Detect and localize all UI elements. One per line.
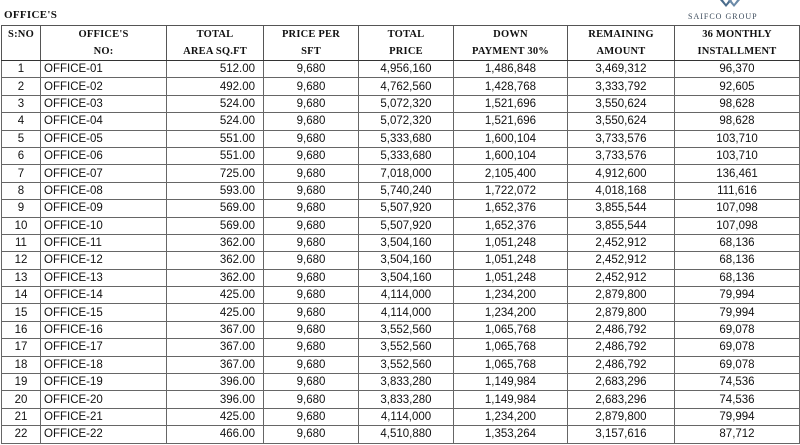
cell-down-payment: 1,521,696	[454, 95, 568, 112]
cell-sno: 3	[2, 95, 41, 112]
cell-price-per-sft: 9,680	[264, 426, 359, 443]
cell-sno: 14	[2, 287, 41, 304]
cell-office-no: OFFICE-12	[41, 252, 167, 269]
cell-sno: 6	[2, 147, 41, 164]
cell-office-no: OFFICE-11	[41, 234, 167, 251]
office-price-table	[1, 25, 800, 444]
table-row	[2, 356, 800, 373]
cell-monthly-installment: 69,078	[675, 339, 800, 356]
cell-price-per-sft: 9,680	[264, 269, 359, 286]
cell-down-payment: 1,428,768	[454, 78, 568, 95]
cell-remaining-amount: 4,018,168	[568, 182, 675, 199]
cell-monthly-installment: 68,136	[675, 252, 800, 269]
cell-remaining-amount: 2,452,912	[568, 252, 675, 269]
cell-down-payment: 1,600,104	[454, 147, 568, 164]
cell-total-price: 4,762,560	[359, 78, 454, 95]
cell-remaining-amount: 3,855,544	[568, 200, 675, 217]
cell-total-area: 466.00	[167, 426, 264, 443]
cell-down-payment: 1,065,768	[454, 356, 568, 373]
cell-sno: 10	[2, 217, 41, 234]
cell-total-price: 3,833,280	[359, 374, 454, 391]
table-row	[2, 147, 800, 164]
cell-sno: 5	[2, 130, 41, 147]
header-row-2	[2, 43, 800, 61]
cell-total-area: 569.00	[167, 200, 264, 217]
cell-remaining-amount: 3,733,576	[568, 147, 675, 164]
cell-price-per-sft: 9,680	[264, 95, 359, 112]
cell-sno: 8	[2, 182, 41, 199]
cell-price-per-sft: 9,680	[264, 339, 359, 356]
cell-remaining-amount: 2,879,800	[568, 287, 675, 304]
cell-down-payment: 1,521,696	[454, 113, 568, 130]
cell-total-price: 4,114,000	[359, 408, 454, 425]
table-row	[2, 304, 800, 321]
cell-price-per-sft: 9,680	[264, 147, 359, 164]
column-header-total-price: TOTAL	[359, 26, 454, 44]
cell-total-price: 3,504,160	[359, 234, 454, 251]
cell-down-payment: 1,065,768	[454, 321, 568, 338]
cell-sno: 15	[2, 304, 41, 321]
cell-total-area: 725.00	[167, 165, 264, 182]
cell-down-payment: 1,051,248	[454, 234, 568, 251]
cell-price-per-sft: 9,680	[264, 304, 359, 321]
cell-monthly-installment: 92,605	[675, 78, 800, 95]
table-body	[2, 61, 800, 444]
cell-price-per-sft: 9,680	[264, 287, 359, 304]
cell-sno: 13	[2, 269, 41, 286]
cell-price-per-sft: 9,680	[264, 182, 359, 199]
cell-total-area: 362.00	[167, 234, 264, 251]
cell-price-per-sft: 9,680	[264, 321, 359, 338]
cell-office-no: OFFICE-08	[41, 182, 167, 199]
column-subheader-monthly-installment: INSTALLMENT	[675, 43, 800, 61]
cell-down-payment: 1,353,264	[454, 426, 568, 443]
cell-price-per-sft: 9,680	[264, 165, 359, 182]
cell-remaining-amount: 2,486,792	[568, 356, 675, 373]
cell-office-no: OFFICE-07	[41, 165, 167, 182]
table-row	[2, 95, 800, 112]
cell-total-area: 396.00	[167, 391, 264, 408]
cell-total-price: 3,552,560	[359, 339, 454, 356]
cell-price-per-sft: 9,680	[264, 356, 359, 373]
column-subheader-price-per-sft: SFT	[264, 43, 359, 61]
cell-price-per-sft: 9,680	[264, 130, 359, 147]
cell-sno: 20	[2, 391, 41, 408]
cell-office-no: OFFICE-22	[41, 426, 167, 443]
cell-office-no: OFFICE-05	[41, 130, 167, 147]
cell-monthly-installment: 136,461	[675, 165, 800, 182]
table-row	[2, 217, 800, 234]
cell-remaining-amount: 2,683,296	[568, 391, 675, 408]
cell-remaining-amount: 2,486,792	[568, 339, 675, 356]
cell-remaining-amount: 3,333,792	[568, 78, 675, 95]
cell-total-area: 512.00	[167, 61, 264, 78]
table-row	[2, 408, 800, 425]
cell-total-area: 367.00	[167, 321, 264, 338]
cell-remaining-amount: 3,469,312	[568, 61, 675, 78]
cell-office-no: OFFICE-20	[41, 391, 167, 408]
cell-monthly-installment: 74,536	[675, 391, 800, 408]
column-subheader-remaining-amount: AMOUNT	[568, 43, 675, 61]
column-header-price-per-sft: PRICE PER	[264, 26, 359, 44]
cell-total-area: 551.00	[167, 130, 264, 147]
cell-down-payment: 1,149,984	[454, 391, 568, 408]
cell-office-no: OFFICE-18	[41, 356, 167, 373]
cell-total-area: 551.00	[167, 147, 264, 164]
table-row	[2, 391, 800, 408]
cell-total-price: 5,333,680	[359, 147, 454, 164]
cell-office-no: OFFICE-16	[41, 321, 167, 338]
cell-down-payment: 1,065,768	[454, 339, 568, 356]
cell-remaining-amount: 2,452,912	[568, 234, 675, 251]
cell-office-no: OFFICE-06	[41, 147, 167, 164]
cell-remaining-amount: 2,486,792	[568, 321, 675, 338]
cell-remaining-amount: 4,912,600	[568, 165, 675, 182]
cell-office-no: OFFICE-04	[41, 113, 167, 130]
cell-total-area: 367.00	[167, 339, 264, 356]
cell-sno: 2	[2, 78, 41, 95]
cell-monthly-installment: 111,616	[675, 182, 800, 199]
column-header-down-payment: DOWN	[454, 26, 568, 44]
cell-monthly-installment: 98,628	[675, 113, 800, 130]
cell-monthly-installment: 69,078	[675, 321, 800, 338]
cell-office-no: OFFICE-02	[41, 78, 167, 95]
cell-down-payment: 1,051,248	[454, 269, 568, 286]
cell-office-no: OFFICE-13	[41, 269, 167, 286]
column-header-office-no: OFFICE'S	[41, 26, 167, 44]
column-header-sno: S:NO	[2, 26, 41, 44]
column-subheader-sno	[2, 43, 41, 61]
table-row	[2, 182, 800, 199]
cell-monthly-installment: 107,098	[675, 200, 800, 217]
table-row	[2, 339, 800, 356]
cell-remaining-amount: 2,683,296	[568, 374, 675, 391]
cell-total-price: 4,956,160	[359, 61, 454, 78]
cell-total-price: 3,504,160	[359, 269, 454, 286]
cell-total-area: 425.00	[167, 304, 264, 321]
cell-total-price: 3,833,280	[359, 391, 454, 408]
table-row	[2, 61, 800, 78]
cell-total-price: 7,018,000	[359, 165, 454, 182]
cell-total-area: 367.00	[167, 356, 264, 373]
cell-monthly-installment: 79,994	[675, 304, 800, 321]
cell-total-area: 362.00	[167, 269, 264, 286]
cell-price-per-sft: 9,680	[264, 113, 359, 130]
cell-office-no: OFFICE-19	[41, 374, 167, 391]
column-header-remaining-amount: REMAINING	[568, 26, 675, 44]
cell-office-no: OFFICE-03	[41, 95, 167, 112]
cell-total-price: 5,333,680	[359, 130, 454, 147]
cell-remaining-amount: 3,550,624	[568, 95, 675, 112]
cell-monthly-installment: 68,136	[675, 269, 800, 286]
cell-office-no: OFFICE-10	[41, 217, 167, 234]
cell-sno: 16	[2, 321, 41, 338]
cell-monthly-installment: 79,994	[675, 287, 800, 304]
cell-office-no: OFFICE-17	[41, 339, 167, 356]
cell-down-payment: 1,722,072	[454, 182, 568, 199]
cell-remaining-amount: 3,855,544	[568, 217, 675, 234]
column-subheader-total-area: AREA SQ.FT	[167, 43, 264, 61]
cell-total-area: 524.00	[167, 113, 264, 130]
table-row	[2, 287, 800, 304]
cell-monthly-installment: 69,078	[675, 356, 800, 373]
cell-remaining-amount: 3,550,624	[568, 113, 675, 130]
cell-sno: 17	[2, 339, 41, 356]
cell-remaining-amount: 3,733,576	[568, 130, 675, 147]
cell-total-price: 3,504,160	[359, 252, 454, 269]
cell-down-payment: 1,234,200	[454, 304, 568, 321]
header-row-1	[2, 26, 800, 44]
cell-sno: 7	[2, 165, 41, 182]
cell-sno: 11	[2, 234, 41, 251]
cell-office-no: OFFICE-15	[41, 304, 167, 321]
cell-monthly-installment: 74,536	[675, 374, 800, 391]
cell-price-per-sft: 9,680	[264, 78, 359, 95]
cell-price-per-sft: 9,680	[264, 61, 359, 78]
cell-total-price: 3,552,560	[359, 321, 454, 338]
cell-total-area: 492.00	[167, 78, 264, 95]
cell-down-payment: 2,105,400	[454, 165, 568, 182]
table-row	[2, 165, 800, 182]
cell-sno: 22	[2, 426, 41, 443]
table-row	[2, 113, 800, 130]
cell-monthly-installment: 103,710	[675, 147, 800, 164]
brand-name: SAIFCO GROUP	[688, 12, 758, 21]
cell-price-per-sft: 9,680	[264, 217, 359, 234]
column-header-monthly-installment: 36 MONTHLY	[675, 26, 800, 44]
cell-total-price: 4,114,000	[359, 287, 454, 304]
cell-monthly-installment: 98,628	[675, 95, 800, 112]
cell-total-area: 396.00	[167, 374, 264, 391]
cell-monthly-installment: 96,370	[675, 61, 800, 78]
cell-sno: 21	[2, 408, 41, 425]
table-row	[2, 269, 800, 286]
cell-total-area: 425.00	[167, 408, 264, 425]
cell-total-price: 4,114,000	[359, 304, 454, 321]
cell-total-area: 524.00	[167, 95, 264, 112]
cell-office-no: OFFICE-01	[41, 61, 167, 78]
cell-down-payment: 1,652,376	[454, 217, 568, 234]
cell-remaining-amount: 2,879,800	[568, 304, 675, 321]
cell-total-area: 569.00	[167, 217, 264, 234]
column-subheader-down-payment: PAYMENT 30%	[454, 43, 568, 61]
cell-monthly-installment: 107,098	[675, 217, 800, 234]
cell-office-no: OFFICE-21	[41, 408, 167, 425]
cell-down-payment: 1,652,376	[454, 200, 568, 217]
cell-office-no: OFFICE-09	[41, 200, 167, 217]
cell-remaining-amount: 2,879,800	[568, 408, 675, 425]
cell-monthly-installment: 87,712	[675, 426, 800, 443]
cell-total-price: 5,072,320	[359, 95, 454, 112]
cell-down-payment: 1,149,984	[454, 374, 568, 391]
table-row	[2, 321, 800, 338]
table-row	[2, 78, 800, 95]
cell-sno: 9	[2, 200, 41, 217]
cell-total-price: 5,072,320	[359, 113, 454, 130]
cell-price-per-sft: 9,680	[264, 252, 359, 269]
cell-down-payment: 1,234,200	[454, 287, 568, 304]
cell-total-price: 5,740,240	[359, 182, 454, 199]
table-row	[2, 200, 800, 217]
cell-total-price: 4,510,880	[359, 426, 454, 443]
cell-sno: 1	[2, 61, 41, 78]
column-subheader-office-no: NO:	[41, 43, 167, 61]
cell-remaining-amount: 3,157,616	[568, 426, 675, 443]
cell-down-payment: 1,051,248	[454, 252, 568, 269]
table-row	[2, 234, 800, 251]
cell-remaining-amount: 2,452,912	[568, 269, 675, 286]
column-subheader-total-price: PRICE	[359, 43, 454, 61]
column-header-total-area: TOTAL	[167, 26, 264, 44]
table-row	[2, 374, 800, 391]
cell-sno: 4	[2, 113, 41, 130]
cell-sno: 19	[2, 374, 41, 391]
cell-monthly-installment: 103,710	[675, 130, 800, 147]
cell-total-area: 425.00	[167, 287, 264, 304]
cell-total-area: 593.00	[167, 182, 264, 199]
cell-office-no: OFFICE-14	[41, 287, 167, 304]
cell-sno: 18	[2, 356, 41, 373]
table-row	[2, 426, 800, 443]
cell-down-payment: 1,486,848	[454, 61, 568, 78]
cell-total-area: 362.00	[167, 252, 264, 269]
cell-price-per-sft: 9,680	[264, 200, 359, 217]
cell-price-per-sft: 9,680	[264, 408, 359, 425]
cell-price-per-sft: 9,680	[264, 391, 359, 408]
table-row	[2, 130, 800, 147]
cell-sno: 12	[2, 252, 41, 269]
cell-down-payment: 1,234,200	[454, 408, 568, 425]
cell-price-per-sft: 9,680	[264, 374, 359, 391]
cell-price-per-sft: 9,680	[264, 234, 359, 251]
cell-total-price: 5,507,920	[359, 217, 454, 234]
cell-down-payment: 1,600,104	[454, 130, 568, 147]
cell-total-price: 5,507,920	[359, 200, 454, 217]
cell-monthly-installment: 79,994	[675, 408, 800, 425]
table-row	[2, 252, 800, 269]
page-title: OFFICE'S	[4, 9, 58, 21]
cell-total-price: 3,552,560	[359, 356, 454, 373]
cell-monthly-installment: 68,136	[675, 234, 800, 251]
